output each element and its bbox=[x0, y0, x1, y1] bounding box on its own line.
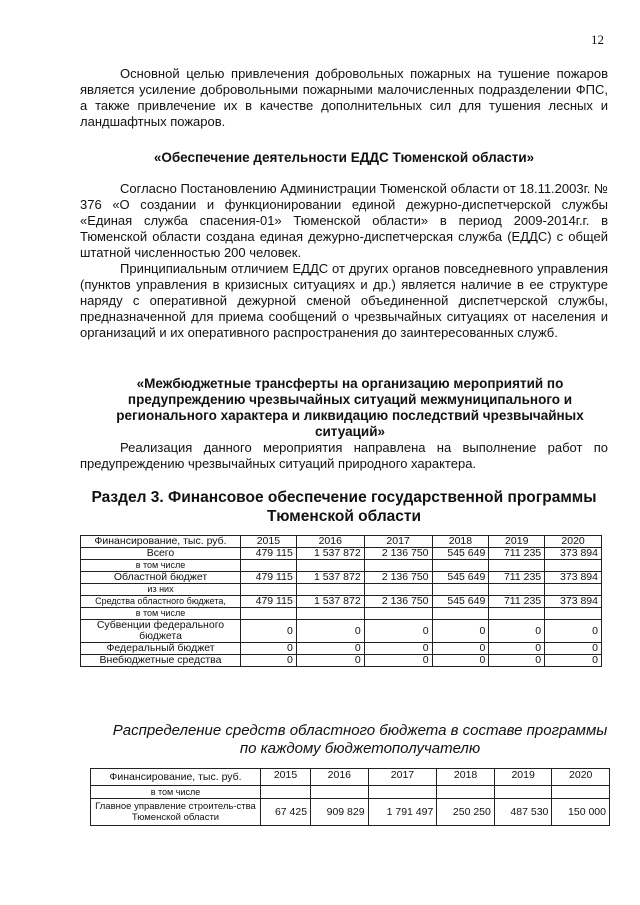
paragraph-implementation: Реализация данного мероприятия направлена на выполнение работ по предупреждению чрезвычайных ситуаций природного характера. bbox=[80, 440, 608, 471]
cell-value: 1 537 872 bbox=[296, 572, 364, 584]
header-year: 2016 bbox=[311, 769, 369, 786]
table-row bbox=[81, 655, 602, 667]
cell-value bbox=[311, 786, 369, 799]
cell-value: 909 829 bbox=[311, 799, 369, 826]
row-label: в том числе bbox=[81, 608, 241, 620]
financing-table bbox=[80, 535, 602, 667]
table-row bbox=[81, 643, 602, 655]
row-label: Всего bbox=[81, 548, 241, 560]
table-row bbox=[81, 572, 602, 584]
header-year: 2016 bbox=[296, 536, 364, 548]
cell-value: 545 649 bbox=[432, 548, 489, 560]
cell-value: 2 136 750 bbox=[364, 548, 432, 560]
row-label: Субвенции федерального бюджета bbox=[81, 620, 241, 643]
cell-value: 0 bbox=[489, 643, 545, 655]
cell-value: 373 894 bbox=[545, 596, 602, 608]
cell-value bbox=[494, 786, 552, 799]
table-row bbox=[81, 560, 602, 572]
cell-value: 0 bbox=[241, 655, 297, 667]
header-financing-label: Финансирование, тыс. руб. bbox=[81, 536, 241, 548]
cell-value: 150 000 bbox=[552, 799, 610, 826]
header-year: 2015 bbox=[261, 769, 311, 786]
cell-value: 0 bbox=[432, 643, 489, 655]
distribution-title: Распределение средств областного бюджета в составе программы по каждому бюджетополучателю bbox=[112, 722, 608, 757]
paragraph-edds-decree: Согласно Постановлению Администрации Тюменской области от 18.11.2003г. № 376 «О создании и функционировании единой дежурно-диспетчерской службы «Единая служба спасения-01» Тюменской области» в период 2009-2014г.г. в Тюменской области создана единая дежурно-диспетчерская служба (ЕДДС) с общей штатной численностью 200 человек. bbox=[80, 181, 608, 260]
row-label: из них bbox=[81, 584, 241, 596]
cell-value: 0 bbox=[241, 643, 297, 655]
cell-value bbox=[545, 584, 602, 596]
cell-value: 250 250 bbox=[437, 799, 495, 826]
header-year: 2019 bbox=[494, 769, 552, 786]
row-label: в том числе bbox=[91, 786, 261, 799]
cell-value bbox=[489, 560, 545, 572]
header-year: 2017 bbox=[364, 536, 432, 548]
row-label: Главное управление строитель-ства Тюменской области bbox=[91, 799, 261, 826]
header-year: 2018 bbox=[432, 536, 489, 548]
table-row bbox=[81, 596, 602, 608]
cell-value bbox=[364, 608, 432, 620]
cell-value bbox=[296, 560, 364, 572]
cell-value: 545 649 bbox=[432, 596, 489, 608]
cell-value: 2 136 750 bbox=[364, 596, 432, 608]
header-year: 2015 bbox=[241, 536, 297, 548]
paragraph-volunteers: Основной целью привлечения добровольных пожарных на тушение пожаров является усиление добровольными пожарными малочисленных подразделении ФПС, а также привлечение их в качестве дополнительных сил для тушения лесных и ландшафтных пожаров. bbox=[80, 66, 608, 129]
cell-value: 545 649 bbox=[432, 572, 489, 584]
table-row bbox=[81, 584, 602, 596]
cell-value: 0 bbox=[296, 643, 364, 655]
cell-value bbox=[545, 608, 602, 620]
paragraph-edds-difference: Принципиальным отличием ЕДДС от других органов повседневного управления (пунктов управления в кризисных ситуациях и др.) является наличие в ее структуре наряду с оперативной дежурной сменой объединенной диспетчерской службы, предназначенной для приема сообщений о чрезвычайных ситуациях от населения и организаций и их оперативного распространения до заинтересованных служб. bbox=[80, 261, 608, 340]
header-year: 2018 bbox=[437, 769, 495, 786]
cell-value bbox=[552, 786, 610, 799]
heading-edds: «Обеспечение деятельности ЕДДС Тюменской области» bbox=[153, 150, 535, 165]
row-label: Областной бюджет bbox=[81, 572, 241, 584]
cell-value: 1 537 872 bbox=[296, 548, 364, 560]
cell-value: 0 bbox=[296, 655, 364, 667]
page-number: 12 bbox=[591, 32, 604, 47]
cell-value bbox=[364, 560, 432, 572]
cell-value: 0 bbox=[364, 655, 432, 667]
cell-value: 479 115 bbox=[241, 572, 297, 584]
cell-value: 373 894 bbox=[545, 548, 602, 560]
cell-value: 0 bbox=[241, 620, 297, 643]
cell-value: 711 235 bbox=[489, 596, 545, 608]
table-row bbox=[81, 548, 602, 560]
cell-value: 2 136 750 bbox=[364, 572, 432, 584]
cell-value bbox=[296, 608, 364, 620]
cell-value: 0 bbox=[545, 643, 602, 655]
cell-value bbox=[296, 584, 364, 596]
heading-transfers: «Межбюджетные трансферты на организацию мероприятий по предупреждению чрезвычайных ситуаций межмуниципального и регионального характера и ликвидацию последствий чрезвычайных ситуаций» bbox=[116, 376, 584, 439]
cell-value bbox=[432, 608, 489, 620]
cell-value bbox=[368, 786, 437, 799]
cell-value: 0 bbox=[545, 620, 602, 643]
cell-value: 0 bbox=[489, 655, 545, 667]
cell-value bbox=[489, 584, 545, 596]
cell-value: 0 bbox=[545, 655, 602, 667]
cell-value: 479 115 bbox=[241, 596, 297, 608]
cell-value: 373 894 bbox=[545, 572, 602, 584]
cell-value bbox=[241, 560, 297, 572]
row-label: Внебюджетные средства bbox=[81, 655, 241, 667]
cell-value: 1 537 872 bbox=[296, 596, 364, 608]
table-row bbox=[91, 799, 610, 826]
table-row bbox=[81, 608, 602, 620]
financing-table-header bbox=[81, 536, 602, 548]
cell-value bbox=[545, 560, 602, 572]
row-label: Средства областного бюджета, bbox=[81, 596, 241, 608]
cell-value: 479 115 bbox=[241, 548, 297, 560]
cell-value: 711 235 bbox=[489, 548, 545, 560]
cell-value: 67 425 bbox=[261, 799, 311, 826]
cell-value: 0 bbox=[364, 620, 432, 643]
cell-value: 0 bbox=[432, 620, 489, 643]
cell-value: 0 bbox=[489, 620, 545, 643]
cell-value bbox=[432, 560, 489, 572]
cell-value: 0 bbox=[296, 620, 364, 643]
header-year: 2017 bbox=[368, 769, 437, 786]
cell-value: 487 530 bbox=[494, 799, 552, 826]
cell-value bbox=[432, 584, 489, 596]
cell-value bbox=[489, 608, 545, 620]
row-label: в том числе bbox=[81, 560, 241, 572]
cell-value bbox=[437, 786, 495, 799]
cell-value: 0 bbox=[432, 655, 489, 667]
header-year: 2020 bbox=[552, 769, 610, 786]
header-year: 2019 bbox=[489, 536, 545, 548]
cell-value bbox=[241, 608, 297, 620]
header-financing-label: Финансирование, тыс. руб. bbox=[91, 769, 261, 786]
table-row bbox=[91, 786, 610, 799]
cell-value bbox=[261, 786, 311, 799]
distribution-table-header bbox=[91, 769, 610, 786]
cell-value: 0 bbox=[364, 643, 432, 655]
cell-value: 1 791 497 bbox=[368, 799, 437, 826]
table-row bbox=[81, 620, 602, 643]
cell-value bbox=[241, 584, 297, 596]
header-year: 2020 bbox=[545, 536, 602, 548]
cell-value: 711 235 bbox=[489, 572, 545, 584]
cell-value bbox=[364, 584, 432, 596]
section-title: Раздел 3. Финансовое обеспечение государственной программы Тюменской области bbox=[91, 489, 597, 525]
distribution-table bbox=[90, 768, 610, 826]
row-label: Федеральный бюджет bbox=[81, 643, 241, 655]
